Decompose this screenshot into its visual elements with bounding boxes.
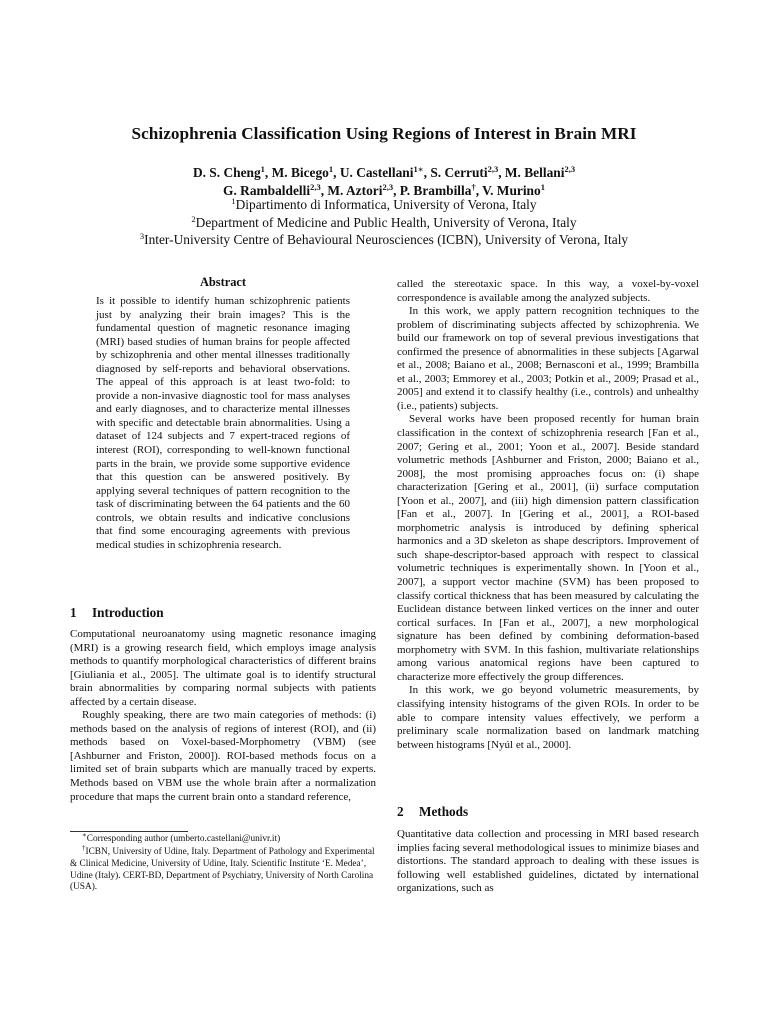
author-sup: 1: [540, 182, 545, 192]
section-heading-methods: 2 Methods: [397, 804, 469, 819]
author: G. Rambaldelli: [223, 183, 311, 198]
author-line-2: G. Rambaldelli$^{2,3}$, M. Aztori$^{2,3}$, P. Brambilla†, V. Murino$^1$: [223, 182, 545, 198]
author: U. Castellani: [339, 165, 414, 180]
paragraph: In this work, we go beyond volumetric measurements, by classifying intensity histograms of the given ROIs. In order to be able to compare intensity values effectively, we perform a preliminary scale normalization based on landmark matching between histograms [Nyúl et al., 2000].: [397, 684, 699, 751]
author-sup: 2,3: [487, 164, 499, 174]
author-sup: †: [471, 182, 476, 192]
introduction-left-column: [70, 628, 376, 804]
author-sup: 2,3: [310, 182, 321, 192]
methods-column: [397, 828, 699, 896]
paragraph: Quantitative data collection and processing in MRI based research implies facing several methodological issues to minimize biases and distortions. The standard approach to dealing with these issues is following well established guidelines, dictated by international organizations, such as: [397, 828, 699, 895]
author-line-1: D. S. Cheng$^1$, M. Bicego$^1$, U. Castellani$^{1∗}$, S. Cerruti$^{2,3}$, M. Bellani$^{2,3}$: [192, 164, 576, 180]
author: M. Aztori: [327, 183, 383, 198]
author: M. Bellani: [504, 165, 565, 180]
author: M. Bicego: [271, 165, 329, 180]
affiliation-list: [0, 196, 768, 249]
author-sup: 2,3: [382, 182, 394, 192]
author-sup: 1∗: [413, 164, 424, 174]
abstract-text: Is it possible to identify human schizophrenic patients just by analyzing their brain images? This is the fundamental question of magnetic resonance imaging (MRI) based studies of human brains for people affected by schizophrenia and other mental illnesses traditionally diagnosed by self-reports and behavioral observations. The appeal of this approach is at least two-fold: to provide a non-invasive diagnostic tool for mass analyses and early diagnoses, and to characterize mental illnesses with specific and detectable brain abnormalities. Using a dataset of 124 subjects and 7 expert-traced regions of interest (ROI), corresponding to well-known functional parts in the brain, we provide some supportive evidence that this question can be answered positively. By applying several techniques of pattern recognition to the task of discriminating between the 64 patients and the 60 controls, we obtain results and indicative conclusions that find some encouraging agreements with previous medical studies in schizophrenia research.: [96, 295, 350, 551]
introduction-right-column: [397, 278, 699, 752]
author: P. Brambilla: [399, 183, 472, 198]
section-heading-introduction: 1 Introduction: [70, 605, 164, 620]
paragraph: called the stereotaxic space. In this way, a voxel-by-voxel correspondence is available among the analyzed subjects.: [397, 278, 699, 304]
affiliation: $^3$Inter-University Centre of Behavioural Neurosciences (ICBN), University of Verona, Italy: [139, 231, 629, 247]
paragraph: In this work, we apply pattern recognition techniques to the problem of discriminating subjects affected by schizophrenia. We build our framework on top of several previous investigations that confirmed the presence of abnormalities in these subjects [Agarwal et al., 2008; Baiano et al., 2008; Bernasconi et al., 1999; Brambilla et al., 2003; Emmorey et al., 2003; Potkin et al., 2009; Prasad et al., 2005] and extend it to classify healthy (i.e., controls) and unhealthy (i.e., patients) subjects.: [397, 305, 699, 412]
abstract-heading: Abstract: [199, 275, 247, 289]
footnote-corresponding: ∗Corresponding author (umberto.castellani@univr.it): [82, 831, 281, 844]
affiliation: $^1$Dipartimento di Informatica, University of Verona, Italy: [231, 196, 537, 212]
paragraph: Roughly speaking, there are two main categories of methods: (i) methods based on the analysis of regions of interest (ROI), and (ii) methods based on Voxel-based-Morphometry (VBM) (see [Ashburner and Friston, 2000]). ROI-based methods focus on a limited set of brain subparts which are manually traced by experts. Methods based on VBM use the whole brain after a normalization procedure that maps the current brain onto a standard reference,: [70, 709, 376, 803]
paper-title: Schizophrenia Classification Using Regions of Interest in Brain MRI: [131, 124, 637, 143]
author: V. Murino: [482, 183, 541, 198]
author-sup: 1: [328, 164, 334, 174]
author-list: [0, 164, 768, 200]
affiliation: $^2$Department of Medicine and Public Health, University of Verona, Italy: [191, 213, 577, 230]
paragraph: Computational neuroanatomy using magnetic resonance imaging (MRI) is a growing research field, which employs image analysis methods to quantify morphological characteristics of different brains [Giuliania et al., 2005]. The ultimate goal is to identify structural brain abnormalities by comparing normal subjects with patients affected by a certain disease.: [70, 628, 376, 708]
author-sup: 2,3: [564, 164, 576, 174]
paragraph: Several works have been proposed recently for human brain classification in the context of schizophrenia research [Fan et al., 2007; Gering et al., 2001; Yoon et al., 2007]. Beside standard volumetric methods [Ashburner and Friston, 2000; Baiano et al., 2008], the most promising approaches focus on: (i) shape characterization [Gering et al., 2001], (ii) surface computation [Yoon et al., 2007], and (iii) high dimension pattern classification [Fan et al., 2007]. In [Gering et al., 2001], a ROI-based morphometric analysis is introduced by defining spherical harmonics and a 3D skeleton as shape descriptors. Improvement of such shape-descriptor-based approach with respect to classical volumetric techniques is experimentally shown. In [Yoon et al., 2007], a support vector machine (SVM) has been proposed to classify cortical thickness that has been measured by calculating the Euclidean distance between linked vertices on the inner and outer cortical surfaces. In [Fan et al., 2007], a new morphological signature has been defined by combining deformation-based morphometry with SVM. In this fashion, multivariate relationships among various anatomical regions have been captured to characterize more effectively the group differences.: [397, 413, 699, 683]
author: S. Cerruti: [430, 165, 488, 180]
author: D. S. Cheng: [192, 165, 261, 180]
footnote-rule: [70, 831, 188, 832]
footnote-affiliation: †ICBN, University of Udine, Italy. Department of Pathology and Experimental & Clinical Medicine, University of Udine, Italy. Scientific Institute ‘E. Medea’, Udine (Italy). CERT-BD, Department of Psychiatry, University of North Carolina (USA).: [70, 844, 375, 893]
author-sup: 1: [260, 164, 265, 174]
